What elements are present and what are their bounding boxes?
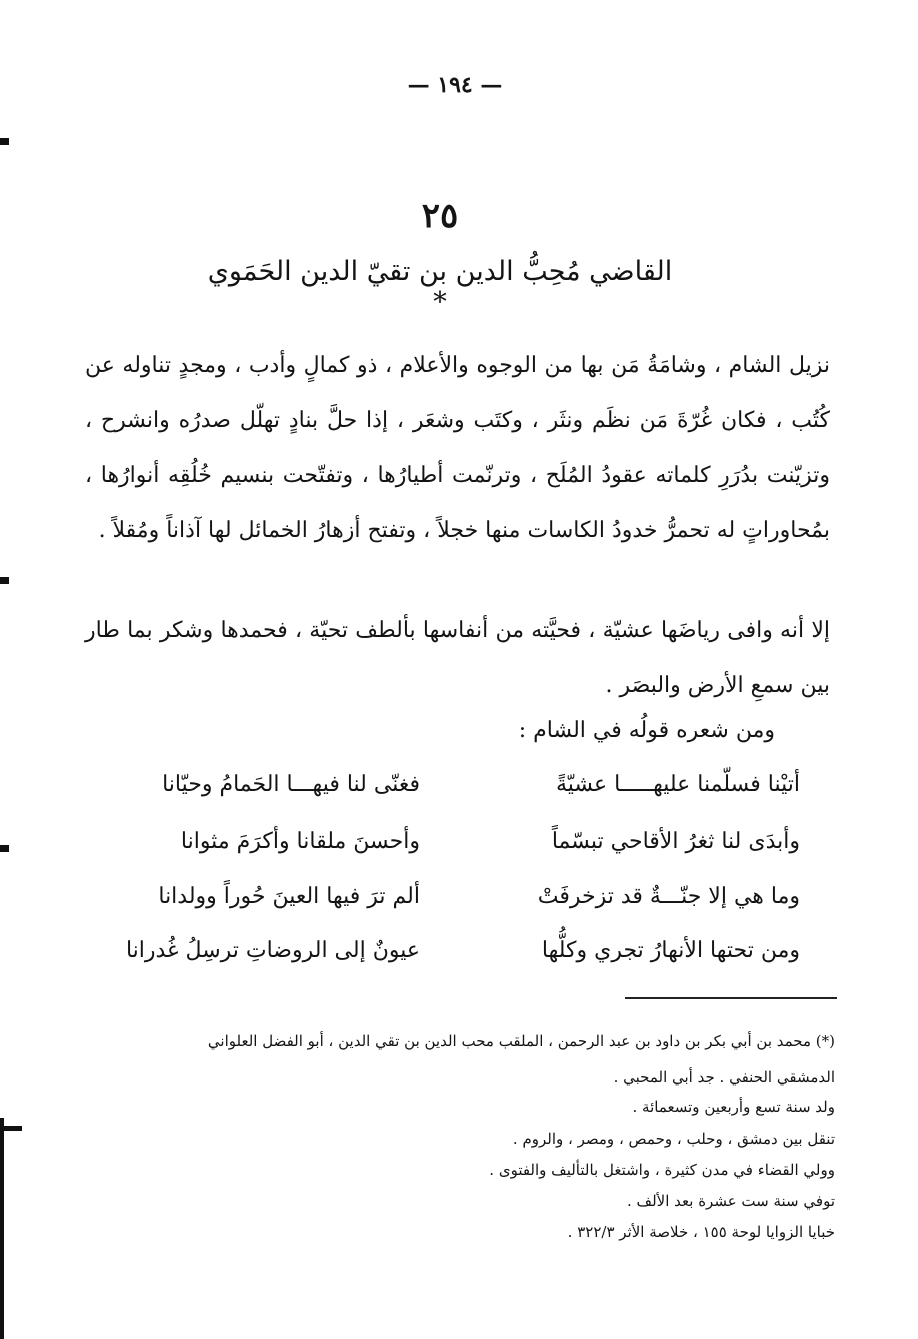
footnote-line: خبايا الزوايا لوحة ١٥٥ ، خلاصة الأثر ٣٢٢/٣ . xyxy=(567,1223,835,1241)
scan-edge-mark-bottom-tab xyxy=(0,1126,22,1131)
verse-second-hemistich: ألم ترَ فيها العينَ حُوراً وولدانا xyxy=(158,884,420,909)
verse-second-hemistich: فغنّى لنا فيهـــا الحَمامُ وحيّانا xyxy=(162,772,420,797)
footnote-line: ولد سنة تسع وأربعين وتسعمائة . xyxy=(632,1098,835,1116)
biography-paragraph: نزيل الشام ، وشامَةُ مَن بها من الوجوه والأعلام ، ذو كمالٍ وأدب ، ومجدٍ تناوله عن كُتُب ، فكان غُرّةَ مَن نظَم ونثَر ، وكتَب وشعَر ، إذا حلَّ بنادٍ تهلّل صدرُه وانشرح ، وتزيّنت بدُرَرِ كلماته عقودُ المُلَح ، وترنّمت أطيارُها ، وتفتّحت بنسيم خُلُقِه أنوارُها ، بمُحاوراتٍ له تحمرُّ خدودُ الكاسات منها خجلاً ، وتفتح أزهارُ الخمائل لها آذاناً ومُقلاً . xyxy=(85,353,830,543)
scan-edge-mark-top xyxy=(0,138,9,145)
verse-first-hemistich: ومن تحتها الأنهارُ تجري وكلُّها xyxy=(541,938,800,963)
entry-number: ٢٥ xyxy=(421,196,459,236)
scan-edge-mark-lower xyxy=(0,845,9,852)
verse-first-hemistich: وما هي إلا جنّـــةٌ قد تزخرفَتْ xyxy=(537,884,800,909)
verse-line xyxy=(120,829,800,879)
footnote-line: (*) محمد بن أبي بكر بن داود بن عبد الرحمن ، الملقب محب الدين بن تقي الدين ، أبو الفضل العلواني xyxy=(207,1032,835,1050)
footnote-line: الدمشقي الحنفي . جد أبي المحبي . xyxy=(613,1068,835,1086)
footnote-line: تنقل بين دمشق ، وحلب ، وحمص ، ومصر ، والروم . xyxy=(512,1130,835,1148)
verses-intro: ومن شعره قولُه في الشام : xyxy=(518,718,775,743)
footnote-line: توفي سنة ست عشرة بعد الألف . xyxy=(627,1192,835,1210)
footnote-line: وولي القضاء في مدن كثيرة ، واشتغل بالتأليف والفتوى . xyxy=(489,1161,835,1179)
verse-line xyxy=(120,772,800,822)
entry-title: القاضي مُحِبُّ الدين بن تقيّ الدين الحَمَوي * xyxy=(207,256,673,318)
verse-first-hemistich: وأبدَى لنا ثغرُ الأقاحي تبسّماً xyxy=(551,829,800,854)
verse-second-hemistich: وأحسنَ ملقانا وأكرَمَ مثوانا xyxy=(180,829,420,854)
page-number: — ١٩٤ — xyxy=(407,72,503,98)
verse-first-hemistich: أتيْنا فسلّمنا عليهـــــا عشيّةً xyxy=(556,772,800,797)
scan-edge-mark-middle xyxy=(0,577,9,584)
verse-line xyxy=(120,884,800,934)
verse-line xyxy=(120,938,800,988)
verse-second-hemistich: عيونٌ إلى الروضاتِ ترسِلُ غُدرانا xyxy=(125,938,420,963)
biography-paragraph: إلا أنه وافى رياضَها عشيّة ، فحيَّته من أنفاسها بألطف تحيّة ، فحمدها وشكر بما طار بين سمعِ الأرض والبصَر . xyxy=(85,618,830,698)
footnote-separator xyxy=(625,997,837,999)
scan-edge-mark-bottom xyxy=(0,1118,4,1339)
